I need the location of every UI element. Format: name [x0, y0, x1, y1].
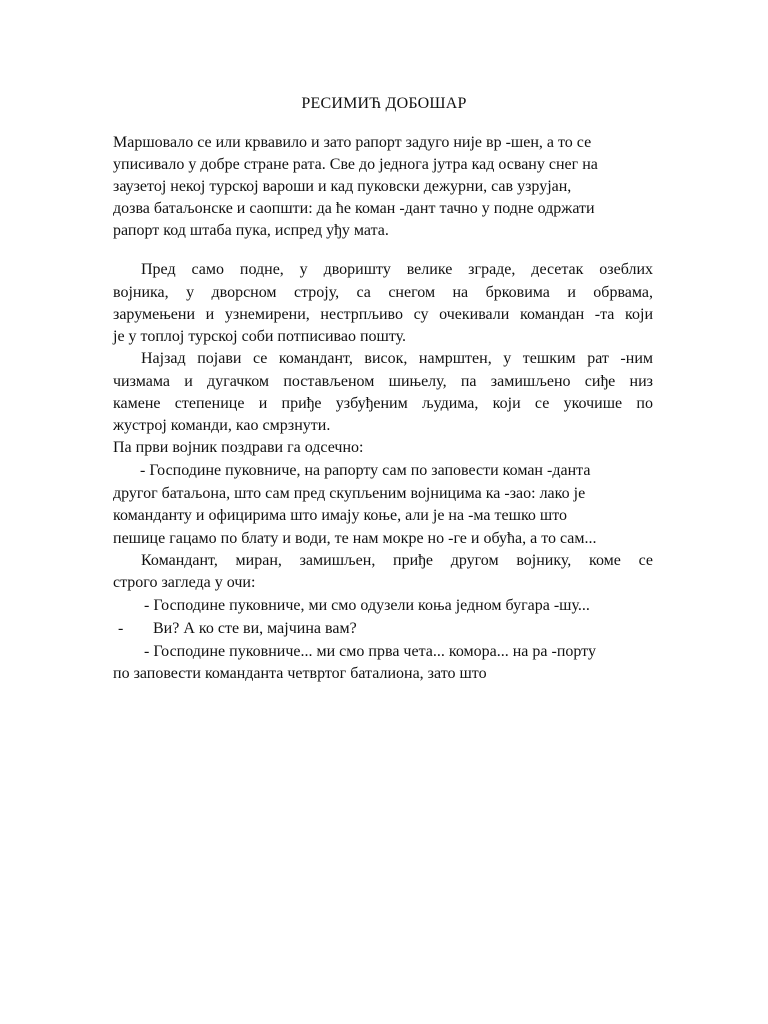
paragraph-3-line-3: камене степенице и приђе узбуђеним људима, који се укочише по [113, 395, 653, 412]
paragraph-3-line-2: чизмама и дугачком постављеном шињелу, па замишљено сиђе низ [113, 373, 653, 390]
paragraph-4-line-3: команданту и официрима што имају коње, али је на -ма тешко што [113, 507, 567, 524]
paragraph-2-line-2: војника, у дворсном строју, са снегом на брковима и обрвама, [113, 284, 653, 301]
paragraph-1-line-3: заузетој некој турској вароши и кад пуковски дежурни, сав узрујан, [113, 178, 572, 195]
paragraph-4-line-1: - Господине пуковниче, на рапорту сам по заповести коман -данта [140, 462, 591, 479]
paragraph-3-line-1: Најзад појави се командант, висок, намрштен, у тешким рат -ним [141, 350, 653, 367]
horse-line: - Господине пуковниче, ми смо одузели коња једном бугара -шу... [144, 597, 590, 614]
paragraph-5-line-2: строго загледа у очи: [113, 574, 256, 591]
paragraph-6-line-2: по заповести команданта четвртог баталиона, зато што [113, 665, 487, 682]
paragraph-2-line-1: Пред само подне, у дворишту велике зграде, десетак озеблих [141, 261, 653, 278]
greeting-line: Па први војник поздрави га одсечно: [113, 439, 364, 456]
paragraph-3-line-4: жустрој команди, као смрзнути. [113, 417, 331, 434]
paragraph-1-line-4: дозва батаљонске и саопшти: да ће коман -дант тачно у подне одржати [113, 200, 595, 217]
vi-line-text: Ви? А ко сте ви, мајчина вам? [153, 620, 357, 637]
paragraph-2-line-4: је у топлој турској соби потписивао пошту. [113, 328, 407, 345]
paragraph-1-line-1: Маршовало се или крвавило и зато рапорт задуго није вр -шен, а то се [113, 134, 592, 151]
paragraph-5-line-1: Командант, миран, замишљен, приђе другом војнику, коме се [141, 552, 653, 569]
paragraph-4-line-2: другог батаљона, што сам пред скупљеним војницима ка -зао: лако је [113, 485, 586, 502]
paragraph-4-line-4: пешице гацамо по блату и води, те нам мокре но -ге и обућа, а то сам... [113, 530, 597, 547]
document-title: РЕСИМИЋ ДОБОШАР [301, 95, 467, 112]
paragraph-2-line-3: зарумењени и узнемирени, нестрпљиво су очекивали командан -та који [113, 306, 653, 323]
vi-line-dash: - [118, 620, 124, 637]
paragraph-6-line-1: - Господине пуковниче... ми смо прва чета... комора... на ра -порту [144, 643, 596, 660]
paragraph-1-line-5: рапорт код штаба пука, испред уђу мата. [113, 222, 389, 239]
paragraph-1-line-2: уписивало у добре стране рата. Све до једнога јутра кад освану снег на [113, 156, 598, 173]
